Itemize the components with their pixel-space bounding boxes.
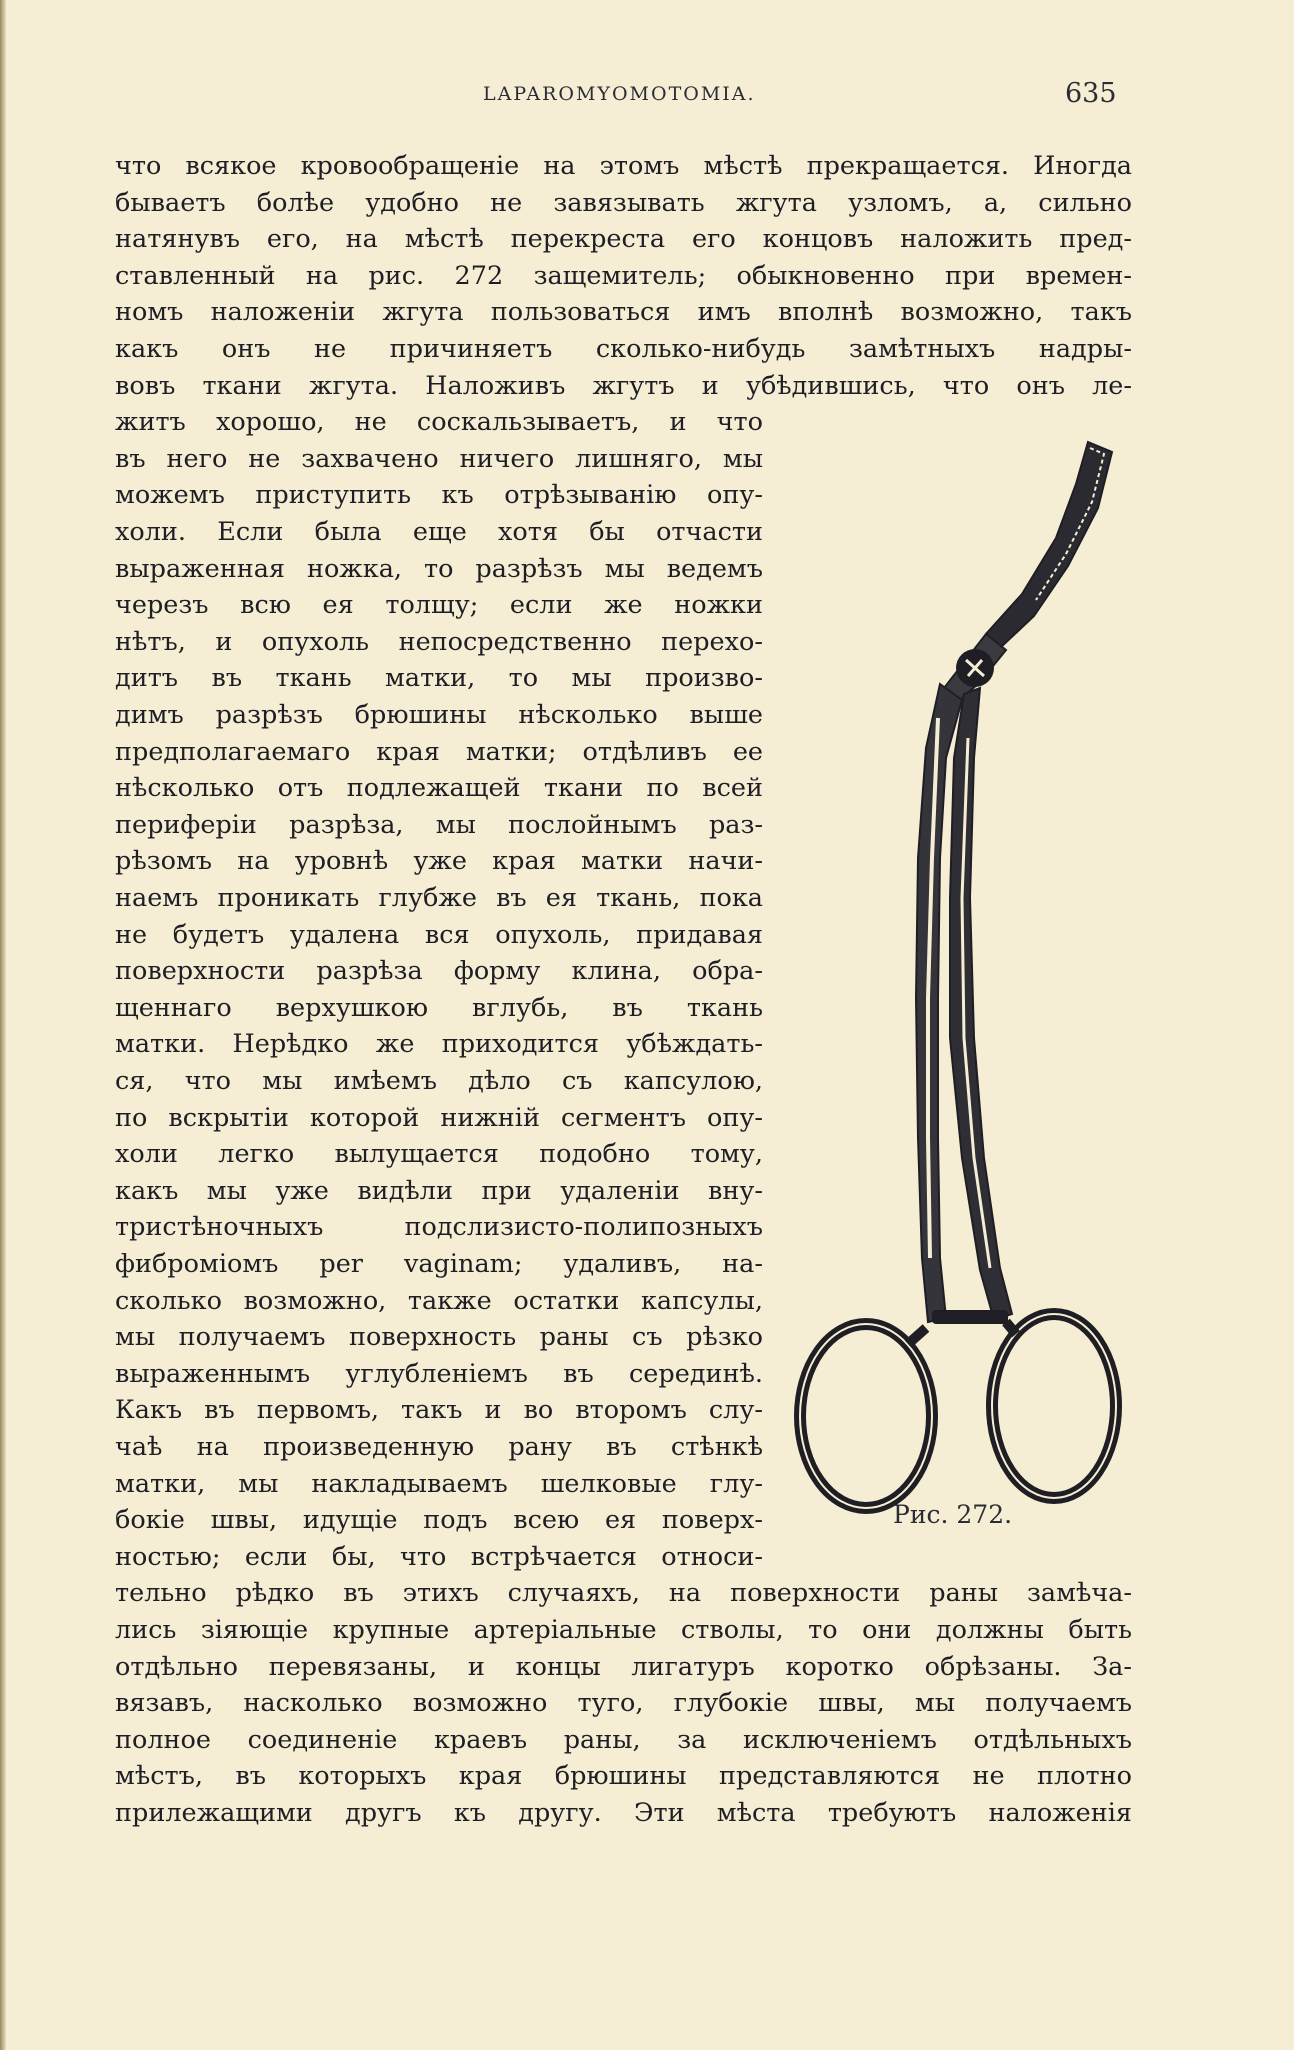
text-line: какъ онъ не причиняетъ сколько-нибудь замѣтныхъ надры- [115,334,1132,364]
text-line: лись зіяющіе крупные артеріальные стволы, то они должны быть [115,1615,1132,1645]
text-line: бываетъ болѣе удобно не завязывать жгута узломъ, а, сильно [115,187,1132,218]
text-line: житъ хорошо, не соскальзываетъ, и что [115,407,763,438]
running-head: LAPAROMYOMOTOMIA. [483,83,756,105]
text-line: матки, мы накладываемъ шелковые глу- [115,1468,763,1499]
text-line: димъ разрѣзъ брюшины нѣсколько выше [115,700,763,730]
text-line: периферіи разрѣза, мы послойнымъ раз- [115,809,763,840]
text-line: тельно рѣдко въ этихъ случаяхъ, на поверхности раны замѣча- [115,1578,1132,1609]
text-line: наемъ проникать глубже въ ея ткань, пока [115,883,763,913]
text-line: что всякое кровообращеніе на этомъ мѣстѣ прекращается. Иногда [115,151,1132,181]
text-line: нѣсколько отъ подлежащей ткани по всей [115,773,763,804]
text-line: какъ мы уже видѣли при удаленіи вну- [115,1175,763,1206]
text-line: бокіе швы, идущіе подъ всею ея поверх- [115,1505,763,1536]
text-line: нѣтъ, и опухоль непосредственно перехо- [115,626,763,657]
text-line: номъ наложеніи жгута пользоваться имъ вполнѣ возможно, такъ [115,297,1132,328]
text-line: холи легко вылущается подобно тому, [115,1139,763,1170]
figure-caption: Рис. 272. [893,1500,1013,1529]
forceps-figure [790,438,1130,1518]
text-line: холи. Если была еще хотя бы отчасти [115,517,763,547]
text-line: отдѣльно перевязаны, и концы лигатуръ коротко обрѣзаны. За- [115,1651,1132,1682]
text-line: поверхности разрѣза форму клина, обра- [115,956,763,987]
text-line: выраженная ножка, то разрѣзъ мы ведемъ [115,553,763,584]
text-line: тристѣночныхъ подслизисто-полипозныхъ [115,1212,763,1243]
text-line: вязавъ, насколько возможно туго, глубокіе швы, мы получаемъ [115,1688,1132,1719]
text-line: ставленный на рис. 272 защемитель; обыкновенно при времен- [115,260,1132,291]
forceps-clamp-illustration [790,438,1130,1518]
text-line: вовъ ткани жгута. Наложивъ жгутъ и убѣдившись, что онъ ле- [115,370,1132,401]
text-line: можемъ приступить къ отрѣзыванію опу- [115,480,763,511]
text-line: мѣстъ, въ которыхъ края брюшины представляются не плотно [115,1761,1132,1792]
page-number: 635 [1065,78,1117,109]
text-line: сколько возможно, также остатки капсулы, [115,1285,763,1316]
text-line: натянувъ его, на мѣстѣ перекреста его концовъ наложить пред- [115,224,1132,255]
text-line: въ него не захвачено ничего лишняго, мы [115,443,763,474]
text-line: чаѣ на произведенную рану въ стѣнкѣ [115,1432,763,1462]
text-line: ся, что мы имѣемъ дѣло съ капсулою, [115,1066,763,1096]
text-line: фиброміомъ per vaginam; удаливъ, на- [115,1249,763,1279]
text-line: предполагаемаго края матки; отдѣливъ ее [115,736,763,767]
text-line: полное соединеніе краевъ раны, за исключеніемъ отдѣльныхъ [115,1724,1132,1755]
text-line: по вскрытіи которой нижній сегментъ опу- [115,1102,763,1133]
text-line: Какъ въ первомъ, такъ и во второмъ слу- [115,1395,763,1426]
text-line: не будетъ удалена вся опухоль, придавая [115,919,763,950]
text-line: ностью; если бы, что встрѣчается относи- [115,1541,763,1572]
text-line: выраженнымъ углубленіемъ въ серединѣ. [115,1358,763,1389]
text-line: мы получаемъ поверхность раны съ рѣзко [115,1322,763,1353]
text-line: прилежащими другъ къ другу. Эти мѣста требуютъ наложенія [115,1798,1132,1828]
text-line: черезъ всю ея толщу; если же ножки [115,590,763,621]
page-edge [0,0,6,2050]
text-line: рѣзомъ на уровнѣ уже края матки начи- [115,846,763,877]
text-line: дитъ въ ткань матки, то мы произво- [115,663,763,694]
text-line: щеннаго верхушкою вглубь, въ ткань [115,992,763,1023]
text-line: матки. Нерѣдко же приходится убѣждать- [115,1029,763,1060]
